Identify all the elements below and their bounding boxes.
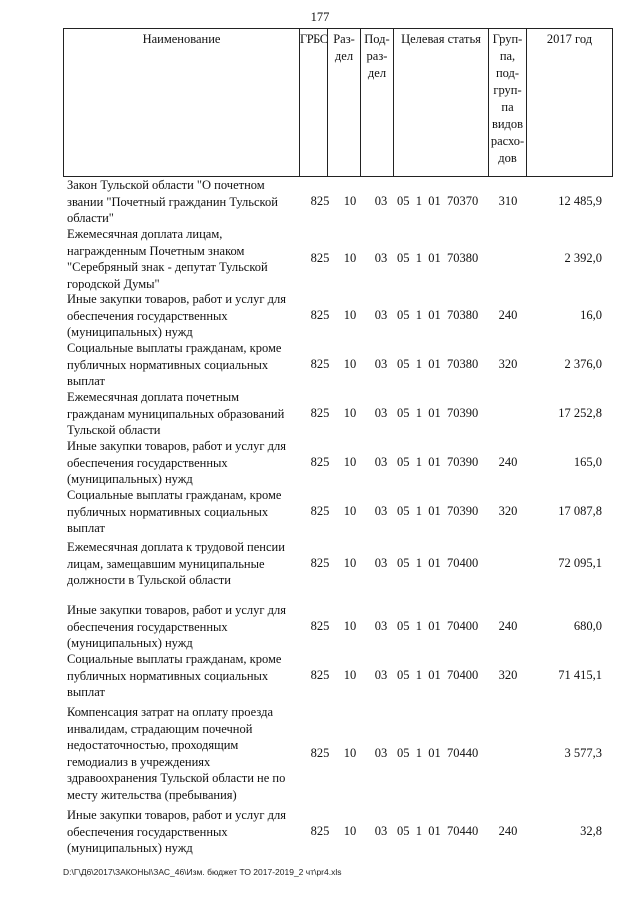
header-gruppa-vidov: Груп- па, под- груп- па видов расхо- дов xyxy=(488,28,526,177)
row-sum-2017: 2 376,0 xyxy=(564,356,602,371)
row-celevaya-statya: 05 1 01 70380 xyxy=(397,307,479,322)
row-razdel: 10 xyxy=(343,307,357,322)
row-sum-2017: 2 392,0 xyxy=(564,251,602,265)
row-podrazdel: 03 xyxy=(374,745,388,760)
row-celevaya-statya: 05 1 01 70380 xyxy=(397,251,479,265)
row-gruppa-vidov: 320 xyxy=(498,356,518,371)
row-grbs: 825 xyxy=(310,618,330,633)
row-podrazdel: 03 xyxy=(374,251,388,265)
row-sum-2017: 165,0 xyxy=(573,454,602,469)
row-celevaya-statya: 05 1 01 70400 xyxy=(397,618,479,633)
table-row xyxy=(63,291,623,341)
table-row xyxy=(63,389,623,439)
row-razdel: 10 xyxy=(343,503,357,518)
row-podrazdel: 03 xyxy=(374,454,388,469)
header-razdel: Раз- дел xyxy=(327,28,360,177)
row-sum-2017: 71 415,1 xyxy=(558,667,602,682)
row-grbs: 825 xyxy=(310,667,330,682)
table-row xyxy=(63,438,623,488)
row-razdel: 10 xyxy=(343,193,357,208)
row-name: Ежемесячная доплата почетным гражданам муниципальных образований Тульской области xyxy=(67,390,285,437)
row-sum-2017: 72 095,1 xyxy=(558,555,602,570)
row-grbs: 825 xyxy=(310,356,330,371)
table-row xyxy=(63,807,623,857)
row-razdel: 10 xyxy=(343,405,357,420)
row-celevaya-statya: 05 1 01 70440 xyxy=(397,745,479,760)
table-row xyxy=(63,340,623,390)
row-razdel: 10 xyxy=(343,667,357,682)
row-sum-2017: 680,0 xyxy=(573,618,602,633)
row-sum-2017: 17 087,8 xyxy=(558,503,602,518)
row-podrazdel: 03 xyxy=(374,307,388,322)
row-name: Компенсация затрат на оплату проезда инвалидам, страдающим почечной недостаточностью, проходящим гемодиализ в учреждениях здравоохранения Тульской области не по месту жительства (пребывания) xyxy=(67,705,286,802)
row-podrazdel: 03 xyxy=(374,823,388,838)
table-header xyxy=(63,28,613,177)
row-sum-2017: 32,8 xyxy=(580,823,602,838)
row-name: Иные закупки товаров, работ и услуг для обеспечения государственных (муниципальных) нужд xyxy=(67,292,287,339)
row-razdel: 10 xyxy=(343,823,357,838)
row-gruppa-vidov: 240 xyxy=(498,454,518,469)
row-podrazdel: 03 xyxy=(374,667,388,682)
row-sum-2017: 16,0 xyxy=(580,307,602,322)
row-celevaya-statya: 05 1 01 70400 xyxy=(397,555,479,570)
row-podrazdel: 03 xyxy=(374,555,388,570)
row-podrazdel: 03 xyxy=(374,193,388,208)
row-grbs: 825 xyxy=(310,251,330,265)
row-name: Социальные выплаты гражданам, кроме публичных нормативных социальных выплат xyxy=(67,652,282,699)
row-gruppa-vidov: 240 xyxy=(498,823,518,838)
row-gruppa-vidov: 310 xyxy=(498,193,518,208)
row-razdel: 10 xyxy=(343,251,357,265)
row-celevaya-statya: 05 1 01 70370 xyxy=(397,193,479,208)
table-row xyxy=(63,226,623,292)
row-gruppa-vidov: 240 xyxy=(498,618,518,633)
row-celevaya-statya: 05 1 01 70390 xyxy=(397,454,479,469)
row-razdel: 10 xyxy=(343,454,357,469)
row-grbs: 825 xyxy=(310,823,330,838)
row-grbs: 825 xyxy=(310,307,330,322)
row-grbs: 825 xyxy=(310,454,330,469)
header-grbs: ГРБС xyxy=(299,28,327,177)
row-name: Ежемесячная доплата к трудовой пенсии лицам, замещавшим муниципальные должности в Тульской области xyxy=(67,540,285,587)
row-gruppa-vidov: 240 xyxy=(498,307,518,322)
row-celevaya-statya: 05 1 01 70400 xyxy=(397,667,479,682)
row-razdel: 10 xyxy=(343,356,357,371)
row-razdel: 10 xyxy=(343,555,357,570)
header-year: 2017 год xyxy=(526,28,613,177)
table-row xyxy=(63,539,623,589)
row-name: Иные закупки товаров, работ и услуг для обеспечения государственных (муниципальных) нужд xyxy=(67,808,287,855)
header-name: Наименование xyxy=(63,28,299,177)
row-name: Иные закупки товаров, работ и услуг для обеспечения государственных (муниципальных) нужд xyxy=(67,439,287,486)
row-name: Закон Тульской области "О почетном звании "Почетный гражданин Тульской области" xyxy=(67,178,278,225)
row-celevaya-statya: 05 1 01 70390 xyxy=(397,405,479,420)
row-podrazdel: 03 xyxy=(374,405,388,420)
row-razdel: 10 xyxy=(343,745,357,760)
row-grbs: 825 xyxy=(310,193,330,208)
page-number: 177 xyxy=(310,10,330,24)
row-name: Ежемесячная доплата лицам, награжденным Почетным знаком "Серебряный знак - депутат Тульской городской Думы" xyxy=(67,227,268,291)
row-podrazdel: 03 xyxy=(374,618,388,633)
table-row xyxy=(63,651,623,701)
row-name: Иные закупки товаров, работ и услуг для обеспечения государственных (муниципальных) нужд xyxy=(67,603,287,650)
row-celevaya-statya: 05 1 01 70380 xyxy=(397,356,479,371)
row-celevaya-statya: 05 1 01 70390 xyxy=(397,503,479,518)
row-name: Социальные выплаты гражданам, кроме публичных нормативных социальных выплат xyxy=(67,488,282,535)
row-gruppa-vidov: 320 xyxy=(498,667,518,682)
table-row xyxy=(63,177,623,227)
row-grbs: 825 xyxy=(310,555,330,570)
table-row xyxy=(63,602,623,652)
row-gruppa-vidov: 320 xyxy=(498,503,518,518)
row-sum-2017: 17 252,8 xyxy=(558,405,602,420)
table-row xyxy=(63,704,623,803)
row-name: Социальные выплаты гражданам, кроме публичных нормативных социальных выплат xyxy=(67,341,282,388)
row-grbs: 825 xyxy=(310,745,330,760)
header-podrazdel: Под- раз- дел xyxy=(360,28,393,177)
table-row xyxy=(63,487,623,537)
file-path-footer: D:\Г\Д6\2017\ЗАКОНЫ\ЗАС_46\Изм. бюджет ТО 2017-2019_2 чт\pr4.xls xyxy=(63,867,342,877)
row-sum-2017: 3 577,3 xyxy=(564,745,602,760)
row-podrazdel: 03 xyxy=(374,503,388,518)
row-sum-2017: 12 485,9 xyxy=(558,193,602,208)
row-grbs: 825 xyxy=(310,405,330,420)
row-grbs: 825 xyxy=(310,503,330,518)
row-razdel: 10 xyxy=(343,618,357,633)
row-celevaya-statya: 05 1 01 70440 xyxy=(397,823,479,838)
row-podrazdel: 03 xyxy=(374,356,388,371)
header-celevaya-statya: Целевая статья xyxy=(393,28,488,177)
